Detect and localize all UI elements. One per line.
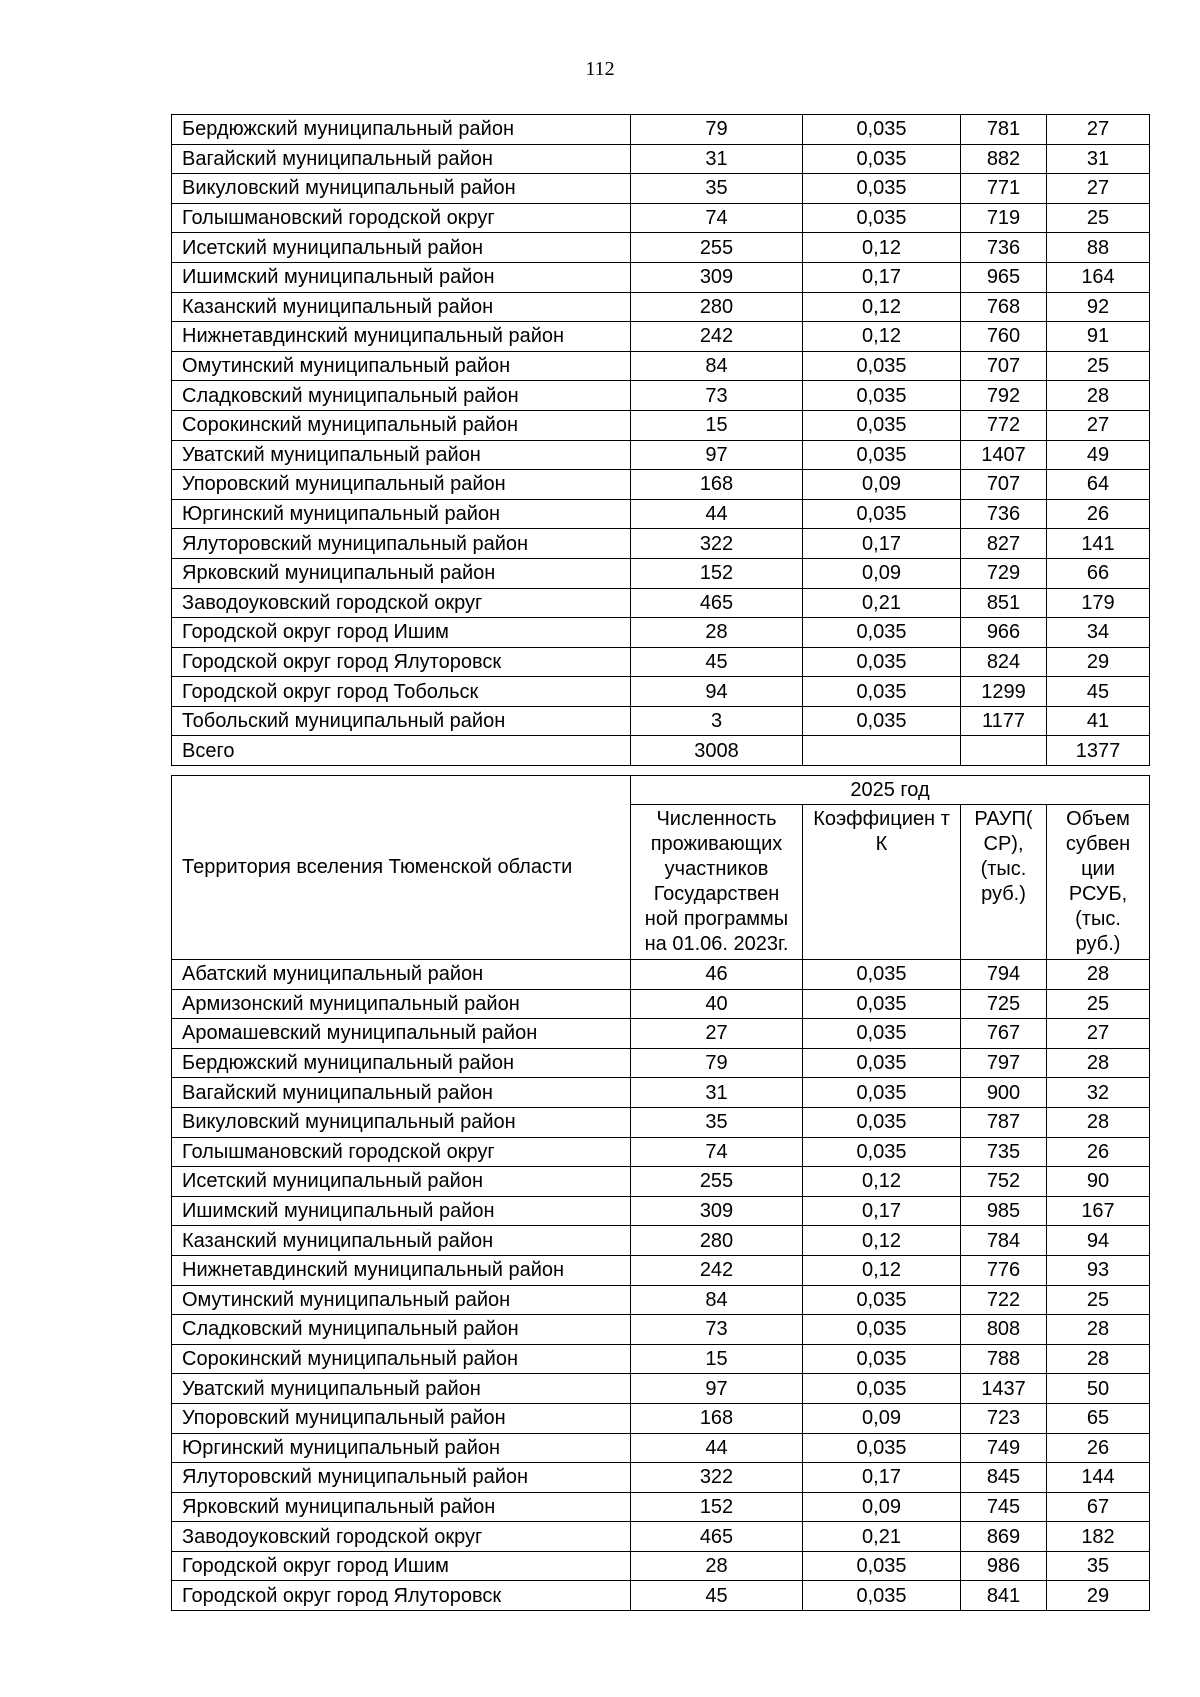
value-cell: 0,035 — [803, 647, 961, 677]
value-cell: 88 — [1047, 233, 1150, 263]
value-cell: 772 — [961, 410, 1047, 440]
territory-cell: Городской округ город Ишим — [172, 1551, 631, 1581]
table2-body — [172, 960, 1150, 1611]
table-row — [172, 1551, 1150, 1581]
table-row — [172, 647, 1150, 677]
value-cell: 242 — [631, 1255, 803, 1285]
value-cell: 787 — [961, 1107, 1047, 1137]
value-cell: 152 — [631, 1492, 803, 1522]
table-row — [172, 558, 1150, 588]
value-cell: 94 — [1047, 1226, 1150, 1256]
table-row — [172, 706, 1150, 736]
territory-cell: Омутинский муниципальный район — [172, 351, 631, 381]
value-cell: 45 — [631, 647, 803, 677]
value-cell: 0,035 — [803, 351, 961, 381]
value-cell: 3008 — [631, 736, 803, 766]
value-cell: 45 — [1047, 677, 1150, 707]
value-cell: 465 — [631, 1522, 803, 1552]
value-cell: 84 — [631, 1285, 803, 1315]
table-row — [172, 499, 1150, 529]
value-cell: 50 — [1047, 1374, 1150, 1404]
territory-cell: Ишимский муниципальный район — [172, 262, 631, 292]
value-cell: 0,09 — [803, 558, 961, 588]
table-row — [172, 1492, 1150, 1522]
value-cell: 827 — [961, 529, 1047, 559]
territory-cell: Сладковский муниципальный район — [172, 1315, 631, 1345]
value-cell: 168 — [631, 470, 803, 500]
value-cell: 735 — [961, 1137, 1047, 1167]
value-cell: 74 — [631, 203, 803, 233]
table-row — [172, 410, 1150, 440]
territory-cell: Юргинский муниципальный район — [172, 499, 631, 529]
table-row — [172, 322, 1150, 352]
table-row — [172, 233, 1150, 263]
value-cell: 0,12 — [803, 1255, 961, 1285]
value-cell: 0,09 — [803, 470, 961, 500]
table-row — [172, 203, 1150, 233]
territory-cell: Городской округ город Ялуторовск — [172, 1581, 631, 1611]
value-cell: 74 — [631, 1137, 803, 1167]
value-cell: 792 — [961, 381, 1047, 411]
territory-cell: Викуловский муниципальный район — [172, 1107, 631, 1137]
value-cell: 723 — [961, 1403, 1047, 1433]
value-cell: 0,035 — [803, 1019, 961, 1049]
value-cell: 985 — [961, 1196, 1047, 1226]
territory-cell: Заводоуковский городской округ — [172, 588, 631, 618]
value-cell: 141 — [1047, 529, 1150, 559]
value-cell: 0,035 — [803, 1344, 961, 1374]
value-cell: 0,035 — [803, 1374, 961, 1404]
value-cell: 79 — [631, 1048, 803, 1078]
territory-cell: Вагайский муниципальный район — [172, 1078, 631, 1108]
territory-cell: Заводоуковский городской округ — [172, 1522, 631, 1552]
header-raup: РАУП( СР), (тыс. руб.) — [961, 805, 1047, 960]
value-cell: 64 — [1047, 470, 1150, 500]
territory-cell: Голышмановский городской округ — [172, 203, 631, 233]
table-row — [172, 1107, 1150, 1137]
value-cell: 27 — [1047, 115, 1150, 145]
table-row — [172, 1019, 1150, 1049]
value-cell: 27 — [1047, 1019, 1150, 1049]
value-cell: 767 — [961, 1019, 1047, 1049]
value-cell: 29 — [1047, 1581, 1150, 1611]
table-row — [172, 115, 1150, 145]
value-cell: 0,035 — [803, 618, 961, 648]
table-row — [172, 1433, 1150, 1463]
value-cell: 0,17 — [803, 1196, 961, 1226]
value-cell: 255 — [631, 1167, 803, 1197]
value-cell: 152 — [631, 558, 803, 588]
territory-cell: Уватский муниципальный район — [172, 1374, 631, 1404]
value-cell: 242 — [631, 322, 803, 352]
territory-cell: Городской округ город Тобольск — [172, 677, 631, 707]
header-population: Численность проживающих участников Государствен ной программы на 01.06. 2023г. — [631, 805, 803, 960]
value-cell: 965 — [961, 262, 1047, 292]
value-cell: 797 — [961, 1048, 1047, 1078]
table-row — [172, 588, 1150, 618]
value-cell: 94 — [631, 677, 803, 707]
value-cell: 0,035 — [803, 174, 961, 204]
value-cell: 736 — [961, 233, 1047, 263]
value-cell: 179 — [1047, 588, 1150, 618]
value-cell: 794 — [961, 960, 1047, 990]
territory-cell: Исетский муниципальный район — [172, 233, 631, 263]
value-cell: 0,035 — [803, 706, 961, 736]
value-cell: 26 — [1047, 1433, 1150, 1463]
table-row — [172, 736, 1150, 766]
value-cell: 749 — [961, 1433, 1047, 1463]
value-cell: 752 — [961, 1167, 1047, 1197]
value-cell: 29 — [1047, 647, 1150, 677]
value-cell: 44 — [631, 1433, 803, 1463]
value-cell: 966 — [961, 618, 1047, 648]
value-cell: 31 — [631, 1078, 803, 1108]
territory-cell: Упоровский муниципальный район — [172, 470, 631, 500]
value-cell: 0,035 — [803, 1285, 961, 1315]
value-cell: 3 — [631, 706, 803, 736]
table-row — [172, 1463, 1150, 1493]
territory-cell: Аромашевский муниципальный район — [172, 1019, 631, 1049]
table-row — [172, 262, 1150, 292]
value-cell: 93 — [1047, 1255, 1150, 1285]
value-cell: 745 — [961, 1492, 1047, 1522]
value-cell: 0,12 — [803, 292, 961, 322]
value-cell: 0,035 — [803, 677, 961, 707]
table-row — [172, 1522, 1150, 1552]
value-cell: 322 — [631, 529, 803, 559]
value-cell: 0,035 — [803, 499, 961, 529]
value-cell: 707 — [961, 470, 1047, 500]
territory-cell: Абатский муниципальный район — [172, 960, 631, 990]
value-cell: 0,035 — [803, 1315, 961, 1345]
value-cell: 25 — [1047, 1285, 1150, 1315]
value-cell: 25 — [1047, 989, 1150, 1019]
table-row — [172, 292, 1150, 322]
value-cell: 0,21 — [803, 1522, 961, 1552]
table-row — [172, 144, 1150, 174]
value-cell: 168 — [631, 1403, 803, 1433]
value-cell: 0,035 — [803, 960, 961, 990]
value-cell: 0,035 — [803, 410, 961, 440]
territory-cell: Сорокинский муниципальный район — [172, 410, 631, 440]
value-cell: 869 — [961, 1522, 1047, 1552]
territory-cell: Исетский муниципальный район — [172, 1167, 631, 1197]
value-cell: 0,035 — [803, 1433, 961, 1463]
table-row — [172, 677, 1150, 707]
table-row — [172, 1374, 1150, 1404]
territory-cell: Нижнетавдинский муниципальный район — [172, 322, 631, 352]
territory-cell: Ялуторовский муниципальный район — [172, 529, 631, 559]
value-cell: 0,035 — [803, 115, 961, 145]
value-cell: 0,035 — [803, 989, 961, 1019]
value-cell: 0,12 — [803, 233, 961, 263]
value-cell: 0,035 — [803, 381, 961, 411]
territory-cell: Тобольский муниципальный район — [172, 706, 631, 736]
value-cell: 27 — [631, 1019, 803, 1049]
value-cell: 46 — [631, 960, 803, 990]
value-cell — [803, 736, 961, 766]
value-cell: 0,17 — [803, 529, 961, 559]
value-cell: 164 — [1047, 262, 1150, 292]
value-cell: 841 — [961, 1581, 1047, 1611]
value-cell: 788 — [961, 1344, 1047, 1374]
territory-cell: Сладковский муниципальный район — [172, 381, 631, 411]
value-cell: 28 — [1047, 1315, 1150, 1345]
value-cell: 771 — [961, 174, 1047, 204]
value-cell: 322 — [631, 1463, 803, 1493]
table-row — [172, 470, 1150, 500]
territory-cell: Ялуторовский муниципальный район — [172, 1463, 631, 1493]
table-row — [172, 1048, 1150, 1078]
value-cell: 97 — [631, 1374, 803, 1404]
value-cell: 0,21 — [803, 588, 961, 618]
value-cell: 722 — [961, 1285, 1047, 1315]
value-cell: 0,09 — [803, 1403, 961, 1433]
value-cell: 91 — [1047, 322, 1150, 352]
value-cell: 167 — [1047, 1196, 1150, 1226]
value-cell: 15 — [631, 1344, 803, 1374]
table-row — [172, 1581, 1150, 1611]
table-row — [172, 1196, 1150, 1226]
value-cell: 781 — [961, 115, 1047, 145]
value-cell: 66 — [1047, 558, 1150, 588]
value-cell: 182 — [1047, 1522, 1150, 1552]
table-row — [172, 1226, 1150, 1256]
territory-cell: Армизонский муниципальный район — [172, 989, 631, 1019]
territory-cell: Упоровский муниципальный район — [172, 1403, 631, 1433]
table-row — [172, 989, 1150, 1019]
territory-cell: Голышмановский городской округ — [172, 1137, 631, 1167]
value-cell: 27 — [1047, 410, 1150, 440]
table-row — [172, 1137, 1150, 1167]
value-cell: 28 — [1047, 381, 1150, 411]
table-row — [172, 1315, 1150, 1345]
territory-cell: Казанский муниципальный район — [172, 1226, 631, 1256]
value-cell: 67 — [1047, 1492, 1150, 1522]
territory-cell: Омутинский муниципальный район — [172, 1285, 631, 1315]
territory-cell: Казанский муниципальный район — [172, 292, 631, 322]
table1-body — [172, 115, 1150, 766]
value-cell: 28 — [1047, 1048, 1150, 1078]
value-cell: 824 — [961, 647, 1047, 677]
table-row — [172, 960, 1150, 990]
value-cell: 45 — [631, 1581, 803, 1611]
table-row — [172, 351, 1150, 381]
value-cell: 0,035 — [803, 440, 961, 470]
value-cell: 900 — [961, 1078, 1047, 1108]
table-row — [172, 440, 1150, 470]
value-cell: 309 — [631, 1196, 803, 1226]
table-row — [172, 529, 1150, 559]
value-cell: 1437 — [961, 1374, 1047, 1404]
value-cell: 28 — [1047, 1344, 1150, 1374]
value-cell: 73 — [631, 1315, 803, 1345]
table-row — [172, 1403, 1150, 1433]
header-territory: Территория вселения Тюменской области — [172, 776, 631, 960]
territory-cell: Сорокинский муниципальный район — [172, 1344, 631, 1374]
table-row — [172, 1078, 1150, 1108]
value-cell: 26 — [1047, 499, 1150, 529]
value-cell: 65 — [1047, 1403, 1150, 1433]
value-cell: 851 — [961, 588, 1047, 618]
value-cell: 725 — [961, 989, 1047, 1019]
territory-cell: Ярковский муниципальный район — [172, 558, 631, 588]
territory-cell: Городской округ город Ялуторовск — [172, 647, 631, 677]
value-cell: 84 — [631, 351, 803, 381]
value-cell: 34 — [1047, 618, 1150, 648]
value-cell: 255 — [631, 233, 803, 263]
value-cell: 44 — [631, 499, 803, 529]
value-cell: 309 — [631, 262, 803, 292]
value-cell: 0,035 — [803, 1581, 961, 1611]
value-cell: 15 — [631, 410, 803, 440]
value-cell: 845 — [961, 1463, 1047, 1493]
table-row — [172, 381, 1150, 411]
territory-cell: Бердюжский муниципальный район — [172, 1048, 631, 1078]
territory-cell: Ярковский муниципальный район — [172, 1492, 631, 1522]
value-cell: 92 — [1047, 292, 1150, 322]
value-cell: 0,035 — [803, 1078, 961, 1108]
value-cell: 28 — [1047, 960, 1150, 990]
value-cell — [961, 736, 1047, 766]
value-cell: 808 — [961, 1315, 1047, 1345]
table-row — [172, 1255, 1150, 1285]
value-cell: 40 — [631, 989, 803, 1019]
table-row — [172, 1344, 1150, 1374]
value-cell: 0,09 — [803, 1492, 961, 1522]
value-cell: 1407 — [961, 440, 1047, 470]
value-cell: 1377 — [1047, 736, 1150, 766]
table-row — [172, 1285, 1150, 1315]
value-cell: 0,12 — [803, 1226, 961, 1256]
value-cell: 0,12 — [803, 322, 961, 352]
value-cell: 1177 — [961, 706, 1047, 736]
value-cell: 465 — [631, 588, 803, 618]
value-cell: 719 — [961, 203, 1047, 233]
value-cell: 144 — [1047, 1463, 1150, 1493]
value-cell: 27 — [1047, 174, 1150, 204]
value-cell: 90 — [1047, 1167, 1150, 1197]
territory-cell: Нижнетавдинский муниципальный район — [172, 1255, 631, 1285]
value-cell: 0,035 — [803, 1137, 961, 1167]
value-cell: 26 — [1047, 1137, 1150, 1167]
territory-cell: Бердюжский муниципальный район — [172, 115, 631, 145]
subvention-table-2025 — [171, 775, 1150, 1611]
value-cell: 882 — [961, 144, 1047, 174]
value-cell: 73 — [631, 381, 803, 411]
table-row — [172, 174, 1150, 204]
value-cell: 31 — [1047, 144, 1150, 174]
value-cell: 35 — [1047, 1551, 1150, 1581]
value-cell: 25 — [1047, 351, 1150, 381]
value-cell: 0,035 — [803, 1551, 961, 1581]
value-cell: 729 — [961, 558, 1047, 588]
value-cell: 35 — [631, 174, 803, 204]
territory-cell: Ишимский муниципальный район — [172, 1196, 631, 1226]
value-cell: 280 — [631, 1226, 803, 1256]
header-year: 2025 год — [631, 776, 1150, 805]
header-subvention: Объем субвен ции РСУБ, (тыс. руб.) — [1047, 805, 1150, 960]
territory-cell: Городской округ город Ишим — [172, 618, 631, 648]
value-cell: 736 — [961, 499, 1047, 529]
value-cell: 97 — [631, 440, 803, 470]
value-cell: 25 — [1047, 203, 1150, 233]
value-cell: 0,035 — [803, 144, 961, 174]
value-cell: 31 — [631, 144, 803, 174]
value-cell: 0,035 — [803, 203, 961, 233]
value-cell: 41 — [1047, 706, 1150, 736]
value-cell: 0,035 — [803, 1107, 961, 1137]
territory-cell: Юргинский муниципальный район — [172, 1433, 631, 1463]
territory-cell: Уватский муниципальный район — [172, 440, 631, 470]
page-number: 112 — [585, 58, 615, 80]
value-cell: 28 — [1047, 1107, 1150, 1137]
value-cell: 776 — [961, 1255, 1047, 1285]
value-cell: 707 — [961, 351, 1047, 381]
value-cell: 0,12 — [803, 1167, 961, 1197]
value-cell: 760 — [961, 322, 1047, 352]
territory-cell: Всего — [172, 736, 631, 766]
value-cell: 784 — [961, 1226, 1047, 1256]
value-cell: 768 — [961, 292, 1047, 322]
value-cell: 0,17 — [803, 1463, 961, 1493]
value-cell: 35 — [631, 1107, 803, 1137]
header-coefficient: Коэффициен т К — [803, 805, 961, 960]
territory-cell: Викуловский муниципальный район — [172, 174, 631, 204]
value-cell: 28 — [631, 1551, 803, 1581]
value-cell: 280 — [631, 292, 803, 322]
value-cell: 28 — [631, 618, 803, 648]
value-cell: 79 — [631, 115, 803, 145]
table2-header — [172, 776, 1150, 960]
territory-cell: Вагайский муниципальный район — [172, 144, 631, 174]
table-row — [172, 1167, 1150, 1197]
value-cell: 986 — [961, 1551, 1047, 1581]
value-cell: 0,17 — [803, 262, 961, 292]
table-row — [172, 618, 1150, 648]
value-cell: 32 — [1047, 1078, 1150, 1108]
value-cell: 49 — [1047, 440, 1150, 470]
value-cell: 1299 — [961, 677, 1047, 707]
value-cell: 0,035 — [803, 1048, 961, 1078]
subvention-table-continued — [171, 114, 1150, 766]
